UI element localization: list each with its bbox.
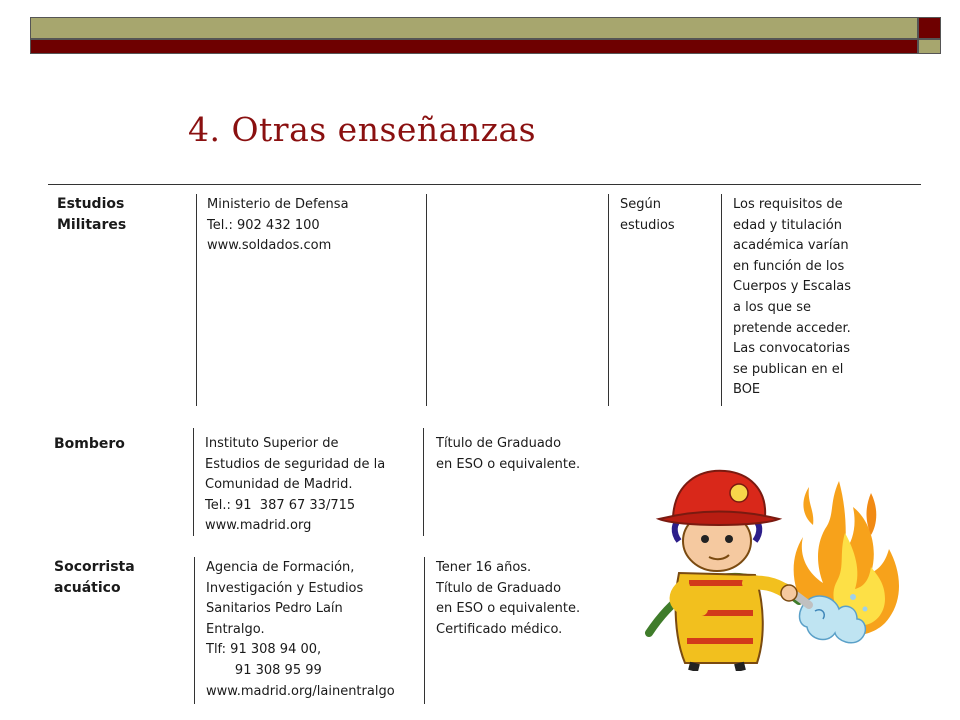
row-heading-socorrista: Socorrista acuático bbox=[54, 559, 135, 596]
row-heading-bombero: Bombero bbox=[54, 436, 125, 452]
header-square-maroon bbox=[918, 17, 941, 39]
requirements-socorrista: Tener 16 años. Título de Graduado en ESO o equivalente. Certificado médico. bbox=[436, 560, 581, 637]
header-square-olive bbox=[918, 39, 941, 54]
row-heading-militares: Estudios Militares bbox=[57, 196, 127, 233]
column-divider bbox=[426, 194, 427, 406]
column-divider bbox=[424, 557, 425, 704]
firefighter-illustration bbox=[639, 463, 905, 671]
table-top-rule bbox=[48, 184, 921, 185]
page-title: 4. Otras enseñanzas bbox=[188, 110, 537, 149]
column-divider bbox=[721, 194, 722, 406]
column-divider bbox=[193, 428, 194, 536]
center-socorrista: Agencia de Formación, Investigación y Estudios Sanitarios Pedro Laín Entralgo. Tlf: 91 308 94 00, 91 308 95 99 www.madrid.org/lainentralgo bbox=[206, 560, 395, 699]
column-divider bbox=[194, 557, 195, 704]
column-divider bbox=[423, 428, 424, 536]
column-divider bbox=[196, 194, 197, 406]
center-militares: Ministerio de Defensa Tel.: 902 432 100 www.soldados.com bbox=[207, 197, 349, 254]
center-bombero: Instituto Superior de Estudios de seguridad de la Comunidad de Madrid. Tel.: 91 387 67 33/715 www.madrid.org bbox=[205, 436, 386, 534]
requirements-bombero: Título de Graduado en ESO o equivalente. bbox=[436, 436, 581, 472]
header-bar-olive bbox=[30, 17, 918, 39]
header-bar-maroon bbox=[30, 39, 918, 54]
access-militares: Según estudios bbox=[620, 197, 675, 233]
column-divider bbox=[608, 194, 609, 406]
notes-militares: Los requisitos de edad y titulación académica varían en función de los Cuerpos y Escalas a los que se pretende acceder. Las convocatorias se publican en el BOE bbox=[733, 197, 852, 398]
